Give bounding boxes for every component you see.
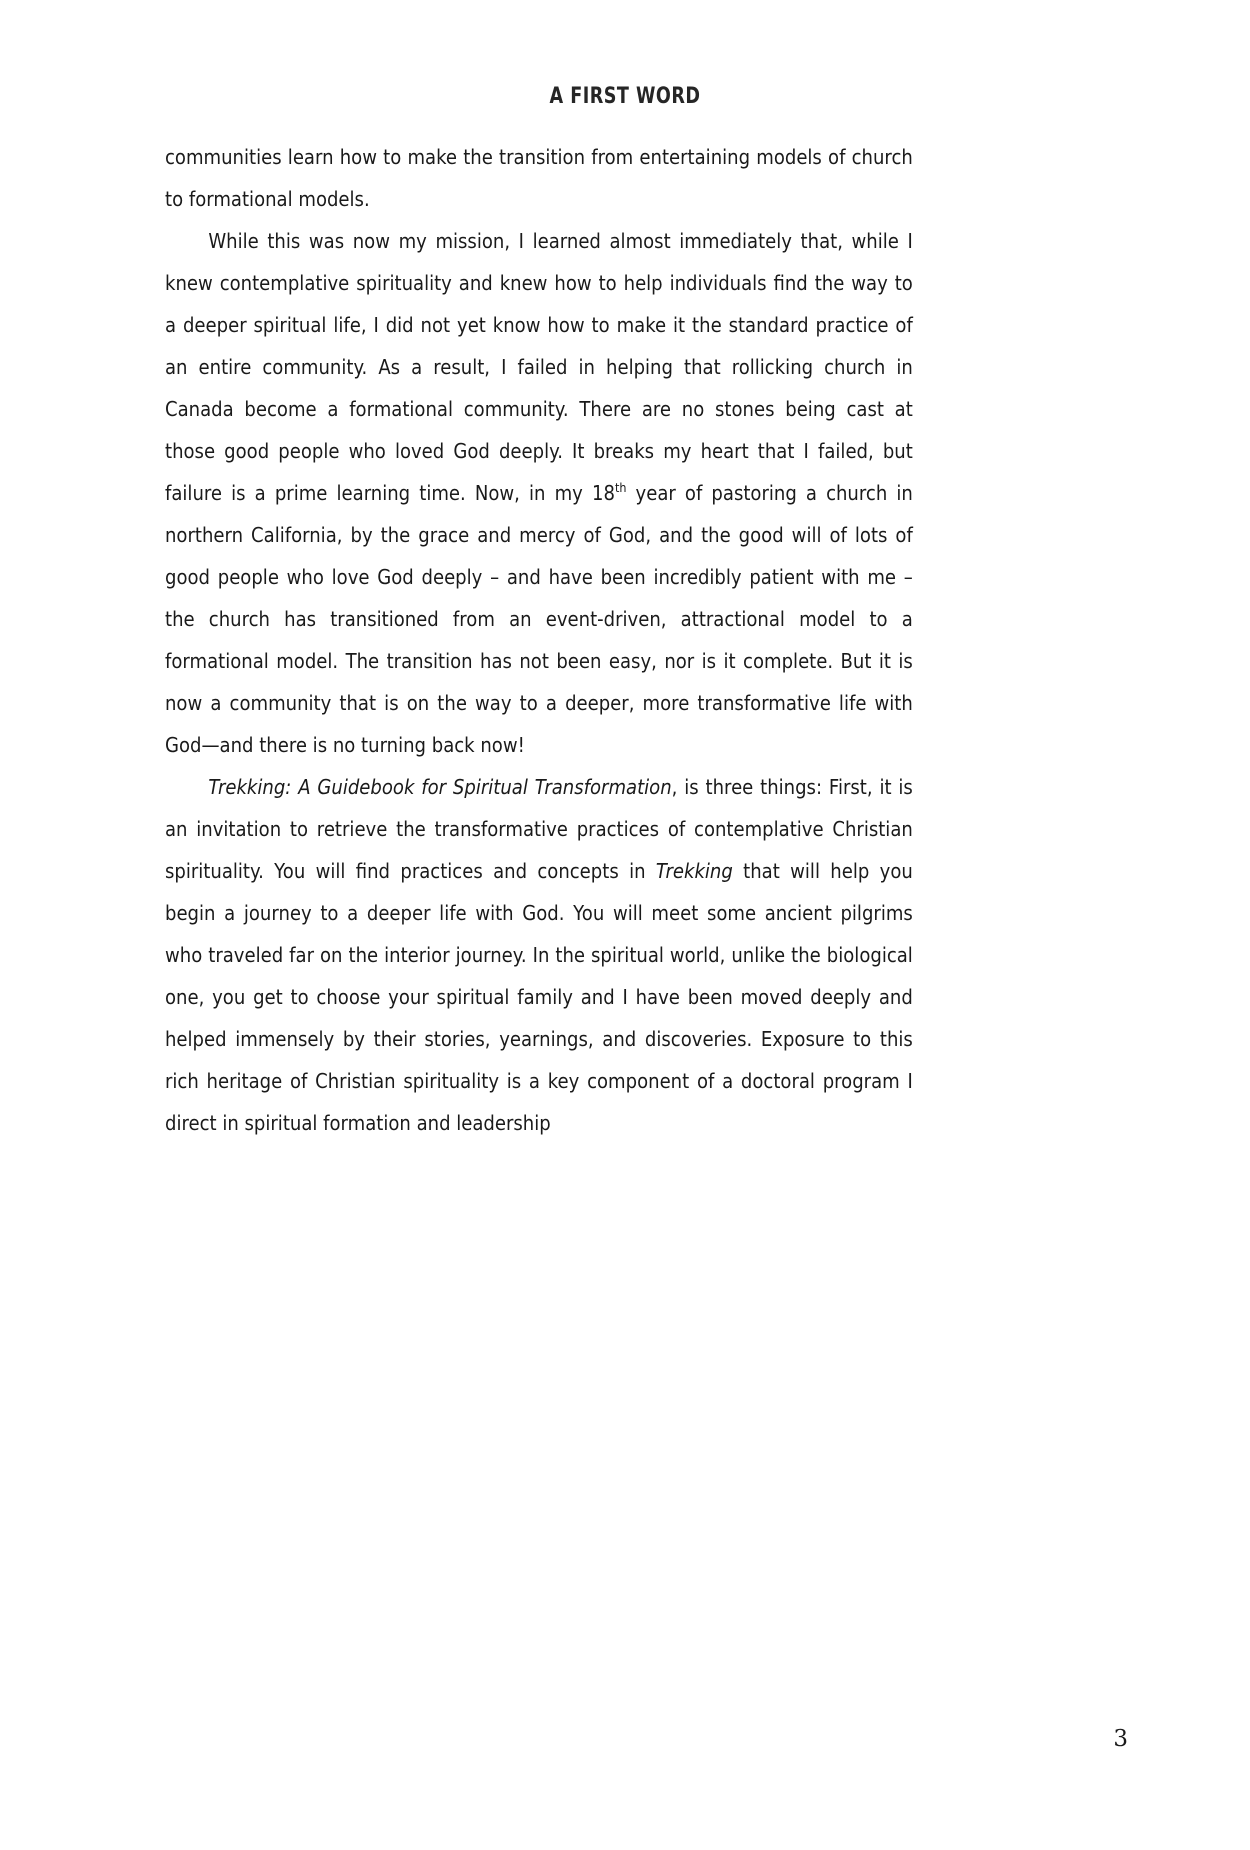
text-run: that will help you begin a journey to a deeper life with God. You will meet some ancient pilgrims who traveled far on the interior journey. In the spiritual world, unlike the biological one, you get to choose your spiritual family and I have been moved deeply and helped immensely by their stories, yearnings, and discoveries. Exposure to this rich heritage of Christian spirituality is a key component of a doctoral program I direct in spiritual formation and leadership [165, 859, 913, 1135]
paragraph-continued [165, 136, 913, 220]
running-head: A FIRST WORD [549, 84, 701, 109]
paragraph-trekking [165, 766, 913, 1144]
text-run: communities learn how to make the transition from entertaining models of church to formational models. [165, 145, 913, 211]
text-run: , is three things: First, it is an invitation to retrieve the transformative practices of contemplative Christian spirituality. You will find practices and concepts in [165, 775, 913, 883]
paragraph-mission [165, 220, 913, 766]
italic-title: Trekking [655, 859, 733, 883]
italic-title: Trekking: A Guidebook for Spiritual Transformation [208, 775, 672, 799]
text-run: While this was now my mission, I learned almost immediately that, while I knew contemplative spirituality and knew how to help individuals find the way to a deeper spiritual life, I did not yet know how to make it the standard practice of an entire community. As a result, I failed in helping that rollicking church in Canada become a formational community. There are no stones being cast at those good people who loved God deeply. It breaks my heart that I failed, but failure is a prime learning time. Now, in my 18 [165, 229, 913, 505]
body-text-block [165, 136, 913, 1144]
ordinal-suffix: th [614, 480, 627, 496]
page-number: 3 [1113, 1726, 1128, 1752]
text-run: year of pastoring a church in northern California, by the grace and mercy of God, and the good will of lots of good people who love God deeply – and have been incredibly patient with me – the church has transitioned from an event-driven, attractional model to a formational model. The transition has not been easy, nor is it complete. But it is now a community that is on the way to a deeper, more transformative life with God—and there is no turning back now! [165, 481, 913, 757]
